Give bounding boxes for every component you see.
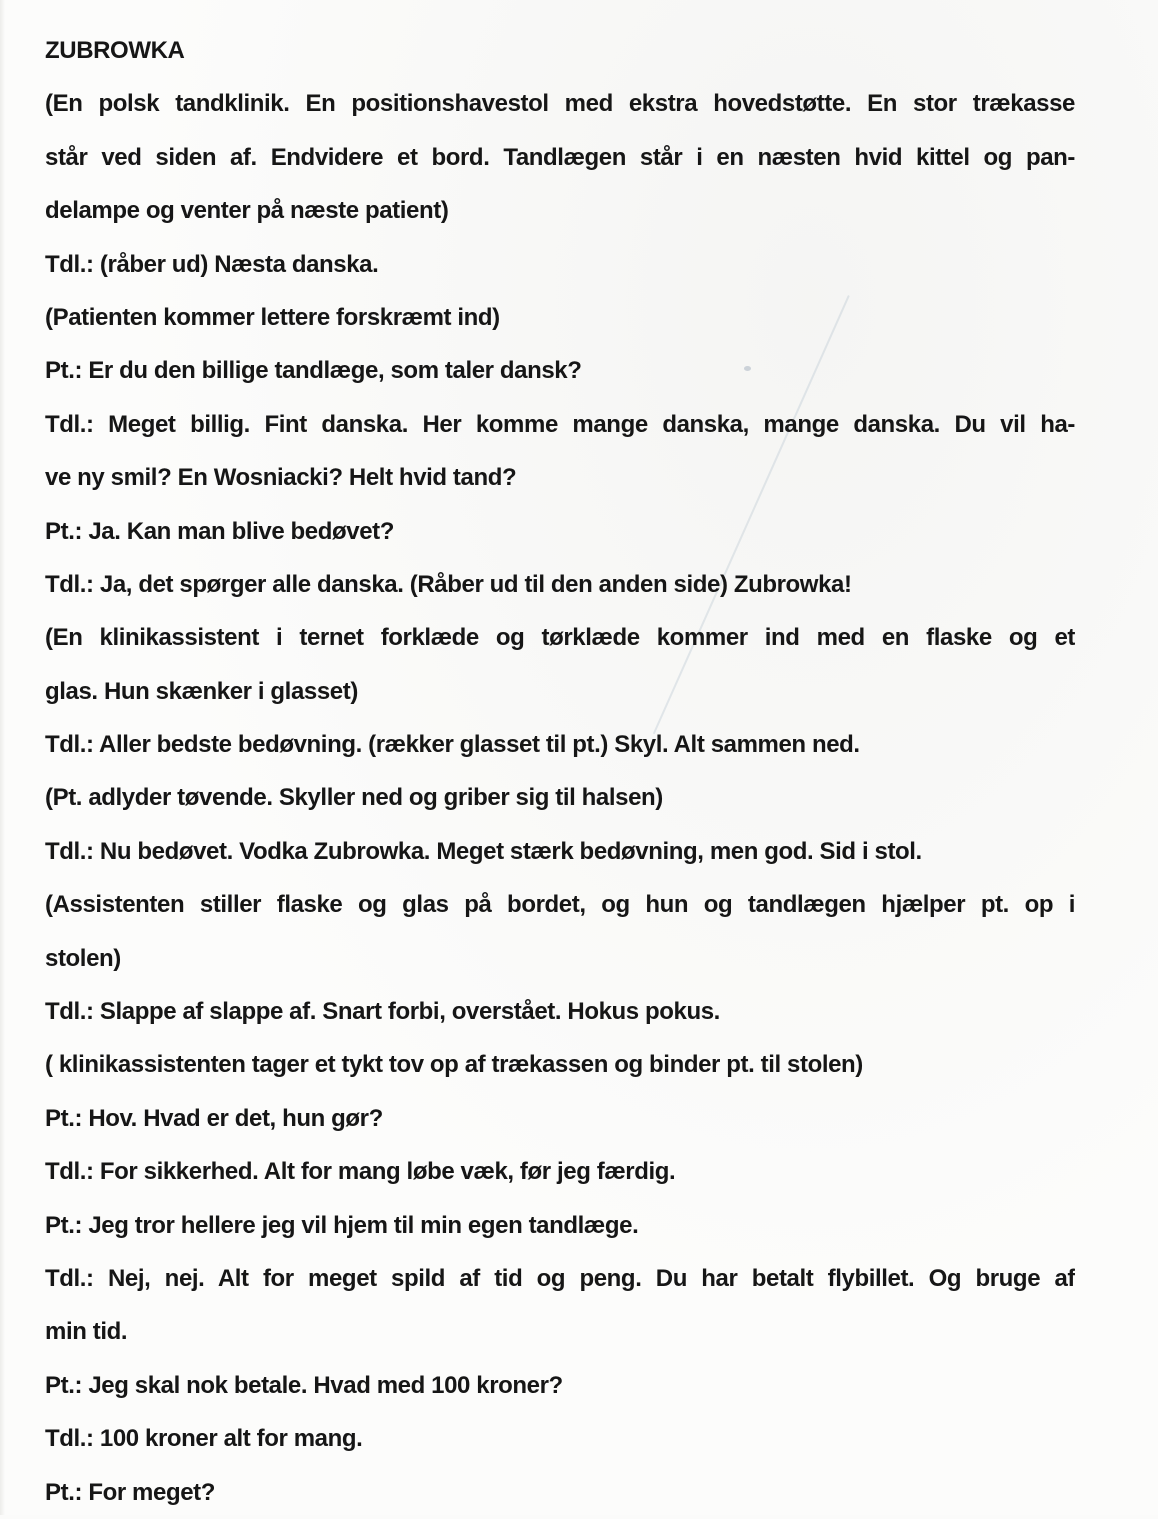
script-line: Tdl.: Nej, nej. Alt for meget spild af tid og peng. Du har betalt flybillet. Og bruge af xyxy=(45,1264,1075,1292)
script-line: Tdl.: 100 kroner alt for mang. xyxy=(45,1425,363,1453)
script-line: (Patienten kommer lettere forskræmt ind) xyxy=(45,303,500,331)
script-line: (Assistenten stiller flaske og glas på bordet, og hun og tandlægen hjælper pt. op i xyxy=(45,891,1075,919)
script-body xyxy=(45,77,1075,1519)
script-line: Tdl.: Nu bedøvet. Vodka Zubrowka. Meget stærk bedøvning, men god. Sid i stol. xyxy=(45,837,922,865)
script-line: (Pt. adlyder tøvende. Skyller ned og griber sig til halsen) xyxy=(45,784,663,812)
script-line: Tdl.: Slappe af slappe af. Snart forbi, overstået. Hokus pokus. xyxy=(45,998,720,1026)
script-line: (En polsk tandklinik. En positionshavestol med ekstra hovedstøtte. En stor trækasse xyxy=(45,90,1075,118)
script-line: Tdl.: For sikkerhed. Alt for mang løbe væk, før jeg færdig. xyxy=(45,1158,676,1186)
script-line: stolen) xyxy=(45,944,121,972)
script-line: ve ny smil? En Wosniacki? Helt hvid tand? xyxy=(45,464,517,492)
script-line: Tdl.: Ja, det spørger alle danska. (Råber ud til den anden side) Zubrowka! xyxy=(45,570,852,598)
script-line: Pt.: Jeg skal nok betale. Hvad med 100 kroner? xyxy=(45,1371,563,1399)
script-line: Tdl.: Meget billig. Fint danska. Her komme mange danska, mange danska. Du vil ha- xyxy=(45,410,1075,438)
script-line: ( klinikassistenten tager et tykt tov op af trækassen og binder pt. til stolen) xyxy=(45,1051,863,1079)
script-line: (En klinikassistent i ternet forklæde og tørklæde kommer ind med en flaske og et xyxy=(45,624,1075,652)
script-line: Pt.: Er du den billige tandlæge, som taler dansk? xyxy=(45,357,582,385)
script-line: glas. Hun skænker i glasset) xyxy=(45,677,358,705)
script-line: min tid. xyxy=(45,1318,128,1346)
script-text xyxy=(45,24,1075,1519)
script-line: delampe og venter på næste patient) xyxy=(45,197,449,225)
script-line: Tdl.: (råber ud) Næsta danska. xyxy=(45,250,379,278)
script-line: Pt.: For meget? xyxy=(45,1478,216,1506)
script-line: står ved siden af. Endvidere et bord. Tandlægen står i en næsten hvid kittel og pan- xyxy=(45,143,1075,171)
script-line: Pt.: Ja. Kan man blive bedøvet? xyxy=(45,517,395,545)
script-line: Tdl.: Aller bedste bedøvning. (rækker glasset til pt.) Skyl. Alt sammen ned. xyxy=(45,731,860,759)
script-line: Pt.: Jeg tror hellere jeg vil hjem til min egen tandlæge. xyxy=(45,1211,639,1239)
scan-edge-shadow xyxy=(0,0,5,1515)
document-title: ZUBROWKA xyxy=(45,37,185,64)
script-line: Pt.: Hov. Hvad er det, hun gør? xyxy=(45,1104,383,1132)
